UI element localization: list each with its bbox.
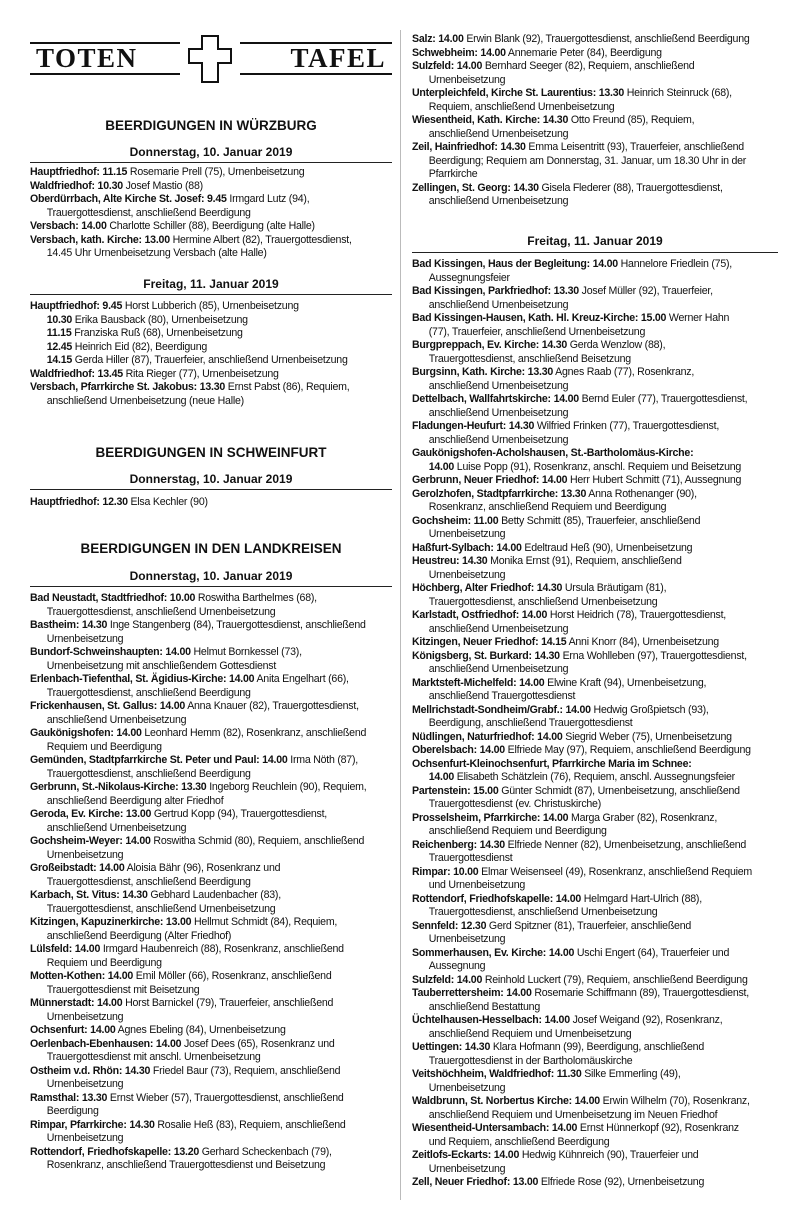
entry-place-time: Kitzingen, Kapuzinerkirche: 13.00 bbox=[30, 916, 192, 928]
date-rule bbox=[30, 586, 392, 587]
obituary-entry bbox=[30, 193, 367, 220]
entry-details: Gerda Hiller (87), Trauerfeier, anschließend Urnenbeisetzung bbox=[72, 354, 348, 366]
entry-details: Ingeborg Reuchlein (90), Requiem, anschließend Beerdigung alter Friedhof bbox=[46, 781, 367, 807]
obituary-entry bbox=[412, 866, 752, 893]
entry-details: Charlotte Schiller (88), Beerdigung (alte Halle) bbox=[106, 220, 315, 232]
obituary-entry bbox=[30, 314, 367, 328]
entry-details: Leonhard Hemm (82), Rosenkranz, anschließend Requiem und Beerdigung bbox=[46, 727, 367, 753]
obituary-entry bbox=[412, 515, 752, 542]
obituary-entry bbox=[30, 754, 367, 781]
entry-details: Anita Engelhart (66), Trauergottesdienst, anschließend Beerdigung bbox=[46, 673, 349, 699]
entry-details: Elfriede Nenner (82), Urnenbeisetzung, anschließend Trauergottesdienst bbox=[428, 838, 747, 864]
obituary-entry bbox=[412, 677, 752, 704]
entry-place-time: Mellrichstadt-Sondheim/Grabf.: 14.00 bbox=[412, 703, 591, 716]
obituary-entry bbox=[412, 704, 752, 731]
obituary-entry bbox=[30, 970, 367, 997]
date-heading: Donnerstag, 10. Januar 2019 bbox=[129, 569, 293, 583]
entry-place-time: Bad Kissingen, Parkfriedhof: 13.30 bbox=[412, 285, 579, 297]
obituary-entry bbox=[412, 366, 752, 393]
entry-place-time: Partenstein: 15.00 bbox=[412, 784, 499, 797]
obituary-entry bbox=[30, 619, 367, 646]
obituary-entry bbox=[30, 1119, 367, 1146]
obituary-entry bbox=[412, 420, 752, 447]
entry-place-time: Zell, Neuer Friedhof: 13.00 bbox=[412, 1176, 539, 1188]
entry-place-time: Ostheim v.d. Rhön: 14.30 bbox=[30, 1064, 151, 1077]
entry-place-time: Lülsfeld: 14.00 bbox=[30, 943, 101, 955]
entry-place-time: Gaukönigshofen: 14.00 bbox=[30, 727, 142, 739]
entry-place-time: Hauptfriedhof: 11.15 bbox=[30, 166, 128, 178]
entry-place-time: Zeil, Hainfriedhof: 14.30 bbox=[412, 141, 526, 153]
entry-details: Werner Hahn (77), Trauerfeier, anschließend Urnenbeisetzung bbox=[428, 312, 730, 338]
entry-place-time: 14.00 bbox=[428, 771, 455, 783]
entry-place-time: Ochsenfurt-Kleinochsenfurt, Pfarrkirche Maria im Schnee: bbox=[412, 757, 692, 770]
entry-details: Heinrich Steinruck (68), Requiem, anschließend Urnenbeisetzung bbox=[428, 87, 732, 113]
entry-place-time: Salz: 14.00 bbox=[412, 33, 464, 45]
entry-place-time: Großeibstadt: 14.00 bbox=[30, 862, 125, 874]
entry-place-time: Prosselsheim, Pfarrkirche: 14.00 bbox=[412, 811, 569, 824]
entry-place-time: Gemünden, Stadtpfarrkirche St. Peter und Paul: 14.00 bbox=[30, 754, 288, 766]
entry-details: Elisabeth Schätzlein (76), Requiem, anschl. Aussegnungsfeier bbox=[454, 771, 735, 783]
entry-details: Elfriede Rose (92), Urnenbeisetzung bbox=[538, 1176, 705, 1188]
entry-place-time: Wiesentheid-Untersambach: 14.00 bbox=[412, 1122, 578, 1134]
obituary-entry bbox=[30, 889, 367, 916]
obituary-entry bbox=[30, 381, 367, 408]
obituary-entry bbox=[30, 327, 367, 341]
entry-place-time: Erlenbach-Tiefenthal, St. Ägidius-Kirche: 14.00 bbox=[30, 673, 255, 685]
entry-place-time: Sommerhausen, Ev. Kirche: 14.00 bbox=[412, 946, 575, 959]
entry-list bbox=[30, 496, 367, 510]
entry-details: Helmgard Hart-Ulrich (88), Trauergottesdienst, anschließend Urnenbeisetzung bbox=[428, 892, 702, 918]
entry-place-time: Gerbrunn, St.-Nikolaus-Kirche: 13.30 bbox=[30, 781, 207, 793]
obituary-entry bbox=[412, 1122, 752, 1149]
date-rule bbox=[412, 252, 778, 253]
obituary-entry bbox=[412, 542, 752, 556]
obituary-entry bbox=[412, 974, 752, 988]
entry-details: Erika Bausback (80), Urnenbeisetzung bbox=[72, 313, 248, 326]
obituary-entry bbox=[412, 1068, 752, 1095]
entry-place-time: Frickenhausen, St. Gallus: 14.00 bbox=[30, 700, 186, 712]
entry-details: Hermine Albert (82), Trauergottesdienst, 14.45 Uhr Urnenbeisetzung Versbach (alte Halle) bbox=[46, 233, 352, 259]
date-rule bbox=[30, 294, 392, 295]
entry-place-time: Rottendorf, Friedhofskapelle: 13.20 bbox=[30, 1145, 200, 1158]
masthead-word-left: TOTEN bbox=[32, 44, 142, 73]
entry-list bbox=[412, 33, 752, 209]
entry-place-time: Karlstadt, Ostfriedhof: 14.00 bbox=[412, 609, 548, 621]
entry-details: Ernst Hünnerkopf (92), Rosenkranz und Requiem, anschließend Beerdigung bbox=[428, 1122, 739, 1148]
obituary-entry bbox=[30, 1146, 367, 1173]
entry-details: Elsa Kechler (90) bbox=[127, 496, 208, 508]
entry-place-time: Zeitlofs-Eckarts: 14.00 bbox=[412, 1149, 520, 1161]
obituary-entry bbox=[412, 1095, 752, 1122]
entry-details: Gertrud Kopp (94), Trauergottesdienst, anschließend Urnenbeisetzung bbox=[46, 808, 328, 834]
entry-details: Hellmut Schmidt (84), Requiem, anschließend Beerdigung (Alter Friedhof) bbox=[46, 916, 338, 942]
obituary-entry bbox=[412, 114, 752, 141]
date-rule bbox=[30, 162, 392, 163]
entry-details: Agnes Ebeling (84), Urnenbeisetzung bbox=[115, 1024, 286, 1036]
entry-details: Erwin Wilhelm (70), Rosenkranz, anschließend Requiem und Urnenbeisetzung im Neuen Friedhof bbox=[428, 1095, 750, 1121]
entry-place-time: Hauptfriedhof: 9.45 bbox=[30, 300, 123, 312]
obituary-entry bbox=[412, 339, 752, 366]
obituary-entry bbox=[412, 141, 752, 182]
entry-list bbox=[30, 300, 367, 408]
entry-details: Marga Graber (82), Rosenkranz, anschließend Requiem und Beerdigung bbox=[428, 811, 718, 837]
entry-place-time: Marktsteft-Michelfeld: 14.00 bbox=[412, 676, 545, 689]
entry-details: Gisela Flederer (88), Trauergottesdienst, anschließend Urnenbeisetzung bbox=[428, 181, 723, 207]
obituary-entry bbox=[412, 744, 752, 758]
entry-place-time: Heustreu: 14.30 bbox=[412, 555, 488, 567]
obituary-entry bbox=[30, 808, 367, 835]
entry-details: Irmgard Haubenreich (88), Rosenkranz, anschließend Requiem und Beerdigung bbox=[46, 943, 344, 969]
entry-details: Inge Stangenberg (84), Trauergottesdienst, anschließend Urnenbeisetzung bbox=[46, 619, 366, 645]
obituary-entry bbox=[30, 943, 367, 970]
entry-details: Agnes Raab (77), Rosenkranz, anschließend Urnenbeisetzung bbox=[428, 366, 695, 392]
entry-place-time: Hauptfriedhof: 12.30 bbox=[30, 496, 128, 508]
entry-details: Hedwig Kühnreich (90), Trauerfeier und Urnenbeisetzung bbox=[428, 1149, 699, 1175]
obituary-entry bbox=[412, 87, 752, 114]
obituary-entry bbox=[412, 60, 752, 87]
obituary-entry bbox=[412, 758, 752, 772]
entry-details: Hedwig Großpietsch (93), Beerdigung, anschließend Trauergottesdienst bbox=[428, 703, 709, 729]
column-divider bbox=[400, 30, 401, 1200]
entry-place-time: Üchtelhausen-Hesselbach: 14.00 bbox=[412, 1014, 570, 1026]
obituary-entry bbox=[30, 916, 367, 943]
obituary-entry bbox=[30, 1065, 367, 1092]
entry-place-time: Gochsheim: 11.00 bbox=[412, 514, 499, 527]
entry-details: Emma Leisentritt (93), Trauerfeier, anschließend Beerdigung; Requiem am Donnerstag, 31. Januar, um 18.30 Uhr in der Pfarrkirche bbox=[428, 141, 747, 180]
entry-details: Rita Rieger (77), Urnenbeisetzung bbox=[122, 367, 279, 380]
entry-place-time: Kitzingen, Neuer Friedhof: 14.15 bbox=[412, 636, 567, 648]
entry-details: Josef Dees (65), Rosenkranz und Trauergottesdienst mit anschl. Urnenbeisetzung bbox=[46, 1037, 335, 1063]
entry-details: Elwine Kraft (94), Urnenbeisetzung, anschließend Trauergottesdienst bbox=[428, 676, 707, 702]
obituary-entry bbox=[412, 812, 752, 839]
entry-details: Horst Barnickel (79), Trauerfeier, anschließend Urnenbeisetzung bbox=[46, 997, 334, 1023]
entry-details: Josef Weigand (92), Rosenkranz, anschließend Requiem und Urnenbeisetzung bbox=[428, 1014, 723, 1040]
entry-place-time: 14.00 bbox=[428, 460, 455, 473]
obituary-entry bbox=[30, 166, 367, 180]
obituary-entry bbox=[30, 835, 367, 862]
entry-place-time: Waldbrunn, St. Norbertus Kirche: 14.00 bbox=[412, 1095, 600, 1107]
obituary-entry bbox=[30, 997, 367, 1024]
obituary-entry bbox=[30, 300, 367, 314]
entry-details: Heinrich Eid (82), Beerdigung bbox=[72, 340, 208, 353]
entry-place-time: Bad Kissingen, Haus der Begleitung: 14.00 bbox=[412, 258, 618, 270]
entry-place-time: Oerlenbach-Ebenhausen: 14.00 bbox=[30, 1037, 182, 1050]
entry-details: Wilfried Frinken (77), Trauergottesdienst, anschließend Urnenbeisetzung bbox=[428, 420, 720, 446]
entry-place-time: Sennfeld: 12.30 bbox=[412, 919, 487, 932]
entry-place-time: Gerolzhofen, Stadtpfarrkirche: 13.30 bbox=[412, 487, 587, 500]
entry-place-time: Rottendorf, Friedhofskapelle: 14.00 bbox=[412, 892, 582, 905]
obituary-entry bbox=[412, 312, 752, 339]
entry-place-time: Karbach, St. Vitus: 14.30 bbox=[30, 889, 148, 901]
obituary-entry bbox=[412, 393, 752, 420]
entry-details: Anni Knorr (84), Urnenbeisetzung bbox=[566, 636, 719, 648]
entry-details: Ernst Wieber (57), Trauergottesdienst, anschließend Beerdigung bbox=[46, 1091, 344, 1117]
entry-details: Luise Popp (91), Rosenkranz, anschl. Requiem und Beisetzung bbox=[454, 460, 742, 473]
entry-place-time: Wiesentheid, Kath. Kirche: 14.30 bbox=[412, 114, 569, 126]
entry-details: Gerhard Scheckenbach (79), Rosenkranz, anschließend Trauergottesdienst und Beisetzung bbox=[46, 1145, 332, 1171]
entry-place-time: Haßfurt-Sylbach: 14.00 bbox=[412, 541, 522, 554]
obituary-entry bbox=[412, 461, 752, 475]
entry-place-time: Oberdürrbach, Alte Kirche St. Josef: 9.45 bbox=[30, 193, 227, 205]
entry-details: Horst Lubberich (85), Urnenbeisetzung bbox=[122, 300, 299, 312]
entry-place-time: Motten-Kothen: 14.00 bbox=[30, 970, 134, 982]
entry-place-time: Bad Neustadt, Stadtfriedhof: 10.00 bbox=[30, 592, 196, 604]
entry-details: Roswitha Schmid (80), Requiem, anschließend Urnenbeisetzung bbox=[46, 835, 365, 861]
entry-place-time: Waldfriedhof: 10.30 bbox=[30, 179, 123, 192]
entry-details: Annemarie Peter (84), Beerdigung bbox=[505, 46, 662, 59]
entry-details: Edeltraud Heß (90), Urnenbeisetzung bbox=[521, 541, 693, 554]
entry-place-time: Rimpar, Pfarrkirche: 14.30 bbox=[30, 1118, 155, 1131]
obituary-entry bbox=[30, 862, 367, 889]
entry-place-time: Bundorf-Schweinshaupten: 14.00 bbox=[30, 646, 191, 658]
entry-details: Siegrid Weber (75), Urnenbeisetzung bbox=[562, 730, 732, 743]
entry-details: Erwin Blank (92), Trauergottesdienst, anschließend Beerdigung bbox=[463, 33, 750, 45]
entry-place-time: Bad Kissingen-Hausen, Kath. Hl. Kreuz-Kirche: 15.00 bbox=[412, 312, 667, 324]
entry-place-time: Fladungen-Heufurt: 14.30 bbox=[412, 420, 535, 432]
date-heading: Donnerstag, 10. Januar 2019 bbox=[129, 145, 293, 159]
entry-details: Elfriede May (97), Requiem, anschließend Beerdigung bbox=[504, 744, 751, 756]
entry-place-time: Unterpleichfeld, Kirche St. Laurentius: 13.30 bbox=[412, 87, 625, 99]
obituary-entry bbox=[30, 234, 367, 261]
entry-details: Gerda Wenzlow (88), Trauergottesdienst, anschließend Beisetzung bbox=[428, 339, 666, 365]
entry-place-time: Höchberg, Alter Friedhof: 14.30 bbox=[412, 582, 563, 594]
obituary-entry bbox=[30, 496, 367, 510]
entry-place-time: Versbach: 14.00 bbox=[30, 220, 107, 232]
obituary-entry bbox=[30, 646, 367, 673]
entry-place-time: Gochsheim-Weyer: 14.00 bbox=[30, 835, 151, 847]
obituary-entry bbox=[412, 488, 752, 515]
entry-place-time: Nüdlingen, Naturfriedhof: 14.00 bbox=[412, 730, 563, 743]
entry-details: Rosemarie Prell (75), Urnenbeisetzung bbox=[127, 166, 305, 178]
entry-place-time: Ochsenfurt: 14.00 bbox=[30, 1024, 116, 1036]
date-heading: Freitag, 11. Januar 2019 bbox=[527, 234, 663, 248]
entry-place-time: Uettingen: 14.30 bbox=[412, 1041, 491, 1053]
entry-details: Friedel Baur (73), Requiem, anschließend Urnenbeisetzung bbox=[46, 1064, 341, 1090]
entry-details: Rosalie Heß (83), Requiem, anschließend Urnenbeisetzung bbox=[46, 1118, 346, 1144]
masthead bbox=[30, 32, 392, 86]
entry-details: Uschi Engert (64), Trauerfeier und Aussegnung bbox=[428, 946, 730, 972]
obituary-entry bbox=[412, 33, 752, 47]
entry-details: Erna Wohlleben (97), Trauergottesdienst, anschließend Urnenbeisetzung bbox=[428, 649, 747, 675]
entry-place-time: 14.15 bbox=[46, 354, 73, 366]
entry-details: Irma Nöth (87), Trauergottesdienst, anschließend Beerdigung bbox=[46, 754, 358, 780]
obituary-entry bbox=[412, 182, 752, 209]
obituary-entry bbox=[30, 368, 367, 382]
entry-place-time: Reichenberg: 14.30 bbox=[412, 838, 505, 851]
entry-details: Klara Hofmann (99), Beerdigung, anschließend Trauergottesdienst in der Bartholomäuskirche bbox=[428, 1041, 705, 1067]
obituary-entry bbox=[412, 893, 752, 920]
entry-details: Aloisia Bähr (96), Rosenkranz und Trauergottesdienst, anschließend Beerdigung bbox=[46, 862, 281, 888]
entry-details: Horst Heidrich (78), Trauergottesdienst, anschließend Urnenbeisetzung bbox=[428, 609, 727, 635]
obituary-entry bbox=[412, 258, 752, 285]
entry-list bbox=[30, 166, 367, 261]
obituary-entry bbox=[30, 220, 367, 234]
entry-place-time: Burgsinn, Kath. Kirche: 13.30 bbox=[412, 366, 554, 378]
obituary-entry bbox=[412, 1149, 752, 1176]
obituary-entry bbox=[412, 947, 752, 974]
obituary-entry bbox=[30, 1092, 367, 1119]
obituary-entry bbox=[412, 987, 752, 1014]
entry-place-time: 10.30 bbox=[46, 313, 73, 326]
entry-place-time: Rimpar: 10.00 bbox=[412, 865, 479, 878]
entry-place-time: Münnerstadt: 14.00 bbox=[30, 997, 123, 1009]
entry-details: Silke Emmerling (49), Urnenbeisetzung bbox=[428, 1068, 681, 1094]
entry-place-time: Dettelbach, Wallfahrtskirche: 14.00 bbox=[412, 393, 579, 405]
cross-icon bbox=[180, 32, 240, 86]
obituary-entry bbox=[412, 771, 752, 785]
entry-details: Franziska Ruß (68), Urnenbeisetzung bbox=[71, 327, 243, 339]
obituary-entry bbox=[412, 609, 752, 636]
obituary-entry bbox=[30, 673, 367, 700]
section-title-landkreise: BEERDIGUNGEN IN DEN LANDKREISEN bbox=[80, 541, 342, 556]
obituary-entry bbox=[412, 474, 752, 488]
obituary-entry bbox=[412, 920, 752, 947]
obituary-entry bbox=[30, 354, 367, 368]
obituary-entry bbox=[412, 785, 752, 812]
entry-details: Herr Hubert Schmitt (71), Aussegnung bbox=[567, 474, 742, 486]
obituary-entry bbox=[30, 592, 367, 619]
entry-place-time: Sulzfeld: 14.00 bbox=[412, 973, 483, 986]
entry-place-time: Versbach, Pfarrkirche St. Jakobus: 13.30 bbox=[30, 381, 226, 393]
obituary-entry bbox=[30, 727, 367, 754]
entry-place-time: Oberelsbach: 14.00 bbox=[412, 744, 505, 756]
obituary-entry bbox=[412, 47, 752, 61]
entry-details: Monika Ernst (91), Requiem, anschließend Urnenbeisetzung bbox=[428, 555, 682, 581]
date-heading: Donnerstag, 10. Januar 2019 bbox=[129, 472, 293, 486]
entry-place-time: 12.45 bbox=[46, 340, 73, 353]
entry-place-time: Veitshöchheim, Waldfriedhof: 11.30 bbox=[412, 1068, 582, 1080]
obituary-entry bbox=[412, 285, 752, 312]
entry-details: Ursula Bräutigam (81), Trauergottesdienst, anschließend Urnenbeisetzung bbox=[428, 582, 667, 608]
entry-place-time: Tauberrettersheim: 14.00 bbox=[412, 987, 532, 999]
entry-details: Otto Freund (85), Requiem, anschließend Urnenbeisetzung bbox=[428, 114, 695, 140]
entry-list bbox=[412, 258, 752, 1190]
obituary-entry bbox=[412, 650, 752, 677]
entry-details: Irmgard Lutz (94), Trauergottesdienst, anschließend Beerdigung bbox=[46, 193, 310, 219]
entry-place-time: Gerbrunn, Neuer Friedhof: 14.00 bbox=[412, 474, 568, 486]
obituary-entry bbox=[412, 582, 752, 609]
obituary-entry bbox=[412, 1014, 752, 1041]
obituary-entry bbox=[30, 781, 367, 808]
obituary-entry bbox=[30, 180, 367, 194]
obituary-entry bbox=[30, 341, 367, 355]
date-rule bbox=[30, 489, 392, 490]
obituary-entry bbox=[30, 1024, 367, 1038]
obituary-entry bbox=[412, 1041, 752, 1068]
entry-place-time: Gaukönigshofen-Acholshausen, St.-Bartholomäus-Kirche: bbox=[412, 447, 694, 459]
entry-place-time: Geroda, Ev. Kirche: 13.00 bbox=[30, 808, 152, 820]
entry-place-time: Sulzfeld: 14.00 bbox=[412, 60, 483, 72]
section-title-wuerzburg: BEERDIGUNGEN IN WÜRZBURG bbox=[105, 118, 317, 133]
entry-details: Roswitha Barthelmes (68), Trauergottesdienst, anschließend Urnenbeisetzung bbox=[46, 592, 317, 618]
obituary-entry bbox=[412, 839, 752, 866]
entry-place-time: Versbach, kath. Kirche: 13.00 bbox=[30, 233, 170, 246]
entry-details: Bernhard Seeger (82), Requiem, anschließend Urnenbeisetzung bbox=[428, 60, 695, 86]
obituary-entry bbox=[412, 555, 752, 582]
obituary-entry bbox=[30, 1038, 367, 1065]
entry-details: Betty Schmitt (85), Trauerfeier, anschließend Urnenbeisetzung bbox=[428, 514, 701, 540]
section-title-schweinfurt: BEERDIGUNGEN IN SCHWEINFURT bbox=[95, 445, 327, 460]
obituary-entry bbox=[412, 447, 752, 461]
entry-details: Emil Möller (66), Rosenkranz, anschließend Trauergottesdienst mit Beisetzung bbox=[46, 970, 332, 996]
obituary-entry bbox=[412, 731, 752, 745]
entry-details: Josef Mastio (88) bbox=[122, 179, 203, 192]
date-heading: Freitag, 11. Januar 2019 bbox=[143, 277, 279, 291]
entry-place-time: Schwebheim: 14.00 bbox=[412, 46, 506, 59]
entry-place-time: Waldfriedhof: 13.45 bbox=[30, 367, 123, 380]
entry-details: Reinhold Luckert (79), Requiem, anschließend Beerdigung bbox=[482, 973, 748, 986]
entry-place-time: Ramsthal: 13.30 bbox=[30, 1091, 108, 1104]
entry-details: Hannelore Friedlein (75), Aussegnungsfeier bbox=[428, 258, 733, 284]
obituary-entry bbox=[30, 700, 367, 727]
entry-details: Anna Rothenanger (90), Rosenkranz, anschließend Requiem und Beerdigung bbox=[428, 487, 697, 513]
entry-details: Bernd Euler (77), Trauergottesdienst, anschließend Urnenbeisetzung bbox=[428, 393, 748, 419]
entry-details: Gebhard Laudenbacher (83), Trauergottesdienst, anschließend Urnenbeisetzung bbox=[46, 889, 281, 915]
entry-place-time: Bastheim: 14.30 bbox=[30, 619, 108, 631]
entry-details: Helmut Bornkessel (73), Urnenbeisetzung mit anschließendem Gottesdienst bbox=[46, 646, 302, 672]
entry-place-time: Zellingen, St. Georg: 14.30 bbox=[412, 181, 539, 194]
entry-place-time: 11.15 bbox=[46, 327, 72, 339]
entry-details: Gerd Spitzner (81), Trauerfeier, anschließend Urnenbeisetzung bbox=[428, 919, 692, 945]
obituary-entry bbox=[412, 636, 752, 650]
entry-details: Günter Schmidt (87), Urnenbeisetzung, anschließend Trauergottesdienst (ev. Christuskirche) bbox=[428, 784, 740, 810]
entry-details: Anna Knauer (82), Trauergottesdienst, anschließend Urnenbeisetzung bbox=[46, 700, 359, 726]
entry-details: Josef Müller (92), Trauerfeier, anschließend Urnenbeisetzung bbox=[428, 285, 713, 311]
obituary-entry bbox=[412, 1176, 752, 1190]
entry-list bbox=[30, 592, 367, 1173]
entry-details: Ernst Pabst (86), Requiem, anschließend Urnenbeisetzung (neue Halle) bbox=[46, 381, 350, 407]
entry-place-time: Königsberg, St. Burkard: 14.30 bbox=[412, 649, 560, 662]
entry-details: Elmar Weisenseel (49), Rosenkranz, anschließend Requiem und Urnenbeisetzung bbox=[428, 865, 752, 891]
entry-place-time: Burgpreppach, Ev. Kirche: 14.30 bbox=[412, 339, 568, 351]
entry-details: Rosemarie Schiffmann (89), Trauergottesdienst, anschließend Bestattung bbox=[428, 987, 749, 1013]
masthead-word-right: TAFEL bbox=[286, 44, 390, 73]
